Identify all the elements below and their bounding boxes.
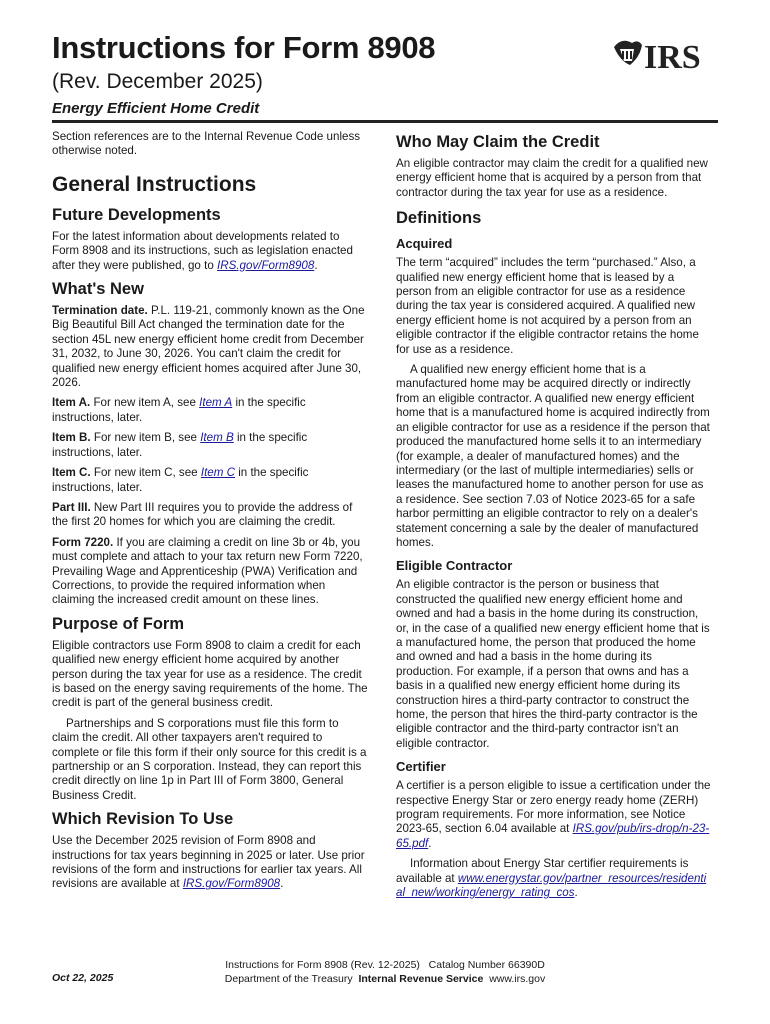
- left-column: [52, 130, 368, 898]
- who-may-claim-heading: Who May Claim the Credit: [396, 133, 600, 151]
- general-instructions-heading: General Instructions: [52, 172, 257, 196]
- right-column: [396, 130, 712, 906]
- purpose-of-form-heading: Purpose of Form: [52, 614, 185, 633]
- item-c-paragraph: Item C. For new item C, see Item C in the specific instructions, later.: [52, 466, 309, 494]
- irs-logo: [612, 35, 722, 75]
- notice-pdf-link[interactable]: IRS.gov/pub/irs-drop/n-23-65.pdf: [396, 822, 710, 850]
- who-may-claim-text: An eligible contractor may claim the credit for a qualified new energy efficient home that is acquired by a person from that contractor during the tax year for use as a residence.: [396, 157, 708, 199]
- purpose-paragraph-2: Partnerships and S corporations must file this form to claim the credit. All other taxpayers aren't required to complete or file this form if their only source for this credit is a partnership or an S corporation. Instead, they can report this credit directly on line 1p in Part III of Form 3800, General Business Credit.: [52, 716, 367, 802]
- subtitle: Energy Efficient Home Credit: [52, 100, 260, 117]
- future-developments-heading: Future Developments: [52, 205, 221, 224]
- revision-date: (Rev. December 2025): [52, 70, 263, 93]
- irs-form8908-link-2[interactable]: IRS.gov/Form8908: [182, 877, 281, 891]
- irs-logo-text: IRS: [644, 39, 701, 75]
- footer: [150, 958, 620, 986]
- footer-agency-line: Department of the Treasury Internal Revenue Service www.irs.gov: [224, 973, 546, 985]
- eligible-contractor-text: An eligible contractor is the person or business that constructed the qualified new energy efficient home and owned and had a basis in the home during its construction, or, in the case of a qualified new energy efficient home that is a manufactured home, the person that produced the home and owned and had a basis in the home during its production. For example, if a person that owns and has a basis in a qualified new energy efficient home during its construction hires a third-party contractor to construct the home, the person that hires the third-party contractor is the eligible contractor and the third-party contractor isn't an eligible contractor.: [396, 578, 710, 750]
- item-a-paragraph: Item A. For new item A, see Item A in the specific instructions, later.: [52, 396, 306, 424]
- purpose-paragraph-1: Eligible contractors use Form 8908 to claim a credit for each qualified new energy efficient home acquired by another person during the tax year for use as a residence. The credit is based on the energy saving requirements of the home. The credit is part of the general business credit.: [52, 638, 368, 710]
- which-revision-text: Use the December 2025 revision of Form 8908 and instructions for tax years beginning in 2025 or later. Use prior revisions of the form and instructions for earlier tax years. All revisions are available at IRS.gov/Form8908.: [52, 834, 365, 891]
- eagle-icon: [614, 41, 642, 65]
- footer-catalog-line: Instructions for Form 8908 (Rev. 12-2025) Catalog Number 66390D: [225, 959, 545, 971]
- intro-text: Section references are to the Internal Revenue Code unless otherwise noted.: [52, 130, 361, 158]
- definitions-heading: Definitions: [396, 209, 482, 228]
- footer-date: Oct 22, 2025: [52, 972, 114, 984]
- item-a-link[interactable]: Item A: [199, 396, 233, 410]
- certifier-heading: Certifier: [396, 759, 446, 775]
- form-7220-paragraph: Form 7220. If you are claiming a credit on line 3b or 4b, you must complete and attach to your tax return new Form 7220, Prevailing Wage and Apprenticeship (PWA) Verification and Corrections, to provide the required information when claiming the increased credit amount on these lines.: [52, 535, 363, 607]
- acquired-heading: Acquired: [396, 236, 453, 252]
- header-rule: [52, 120, 718, 123]
- irs-form8908-link[interactable]: IRS.gov/Form8908: [217, 258, 315, 272]
- energy-star-link[interactable]: www.energystar.gov/partner_resources/residential_new/working/energy_rating_cos: [396, 871, 707, 900]
- item-c-link[interactable]: Item C: [200, 466, 235, 480]
- termination-date-paragraph: Termination date. P.L. 119-21, commonly known as the One Big Beautiful Bill Act changed the termination date for the section 45L new energy efficient home credit from December 31, 2032, to June 30, 2026. You can't claim the credit for qualified new energy efficient homes acquired after June 30, 2026.: [52, 304, 365, 390]
- energy-star-info-text: Information about Energy Star certifier requirements is available at www.energystar.gov/partner_resources/residential_new/working/energy_rating_cos.: [396, 857, 707, 900]
- eligible-contractor-heading: Eligible Contractor: [396, 558, 513, 574]
- item-b-link[interactable]: Item B: [200, 431, 234, 445]
- page-title: Instructions for Form 8908: [52, 30, 436, 65]
- which-revision-heading: Which Revision To Use: [52, 810, 234, 829]
- part-iii-paragraph: Part III. New Part III requires you to provide the address of the first 20 homes for which you are claiming the credit.: [52, 500, 353, 529]
- acquired-paragraph-2: A qualified new energy efficient home that is a manufactured home may be acquired directly or indirectly from an eligible contractor. A qualified new energy efficient home that is a manufactured home is acquired indirectly from an eligible contractor for use as a residence if the person that produced the manufactured home sells it to an intermediary (for example, a dealer of manufactured homes) and the intermediary (or the last of multiple intermediaries) sells or leases the manufactured home to another person for use as a residence. See section 7.03 of Notice 2023-65 for a safe harbor permitting an eligible contractor to rely on a dealer's statement concerning a sale by the dealer of manufactured homes.: [396, 363, 710, 549]
- certifier-text: A certifier is a person eligible to issue a certification under the respective Energy Star or zero energy ready home (ZERH) program requirements. For more information, see Notice 2023-65, section 6.04 available at IRS.gov/pub/irs-drop/n-23-65.pdf.: [396, 779, 711, 850]
- item-b-paragraph: Item B. For new item B, see Item B in the specific instructions, later.: [52, 431, 308, 459]
- acquired-paragraph-1: The term “acquired” includes the term “purchased.” Also, a qualified new energy efficient home that is leased by a person from an eligible contractor for use as a residence during the tax year is considered acquired. A qualified new energy efficient home is not acquired by a person from an eligible contractor if the eligible contractor retains the home for use as a residence.: [396, 256, 699, 356]
- whats-new-heading: What's New: [52, 280, 144, 299]
- future-developments-text: For the latest information about developments related to Form 8908 and its instructions, such as legislation enacted after they were published, go to IRS.gov/Form8908.: [52, 229, 353, 272]
